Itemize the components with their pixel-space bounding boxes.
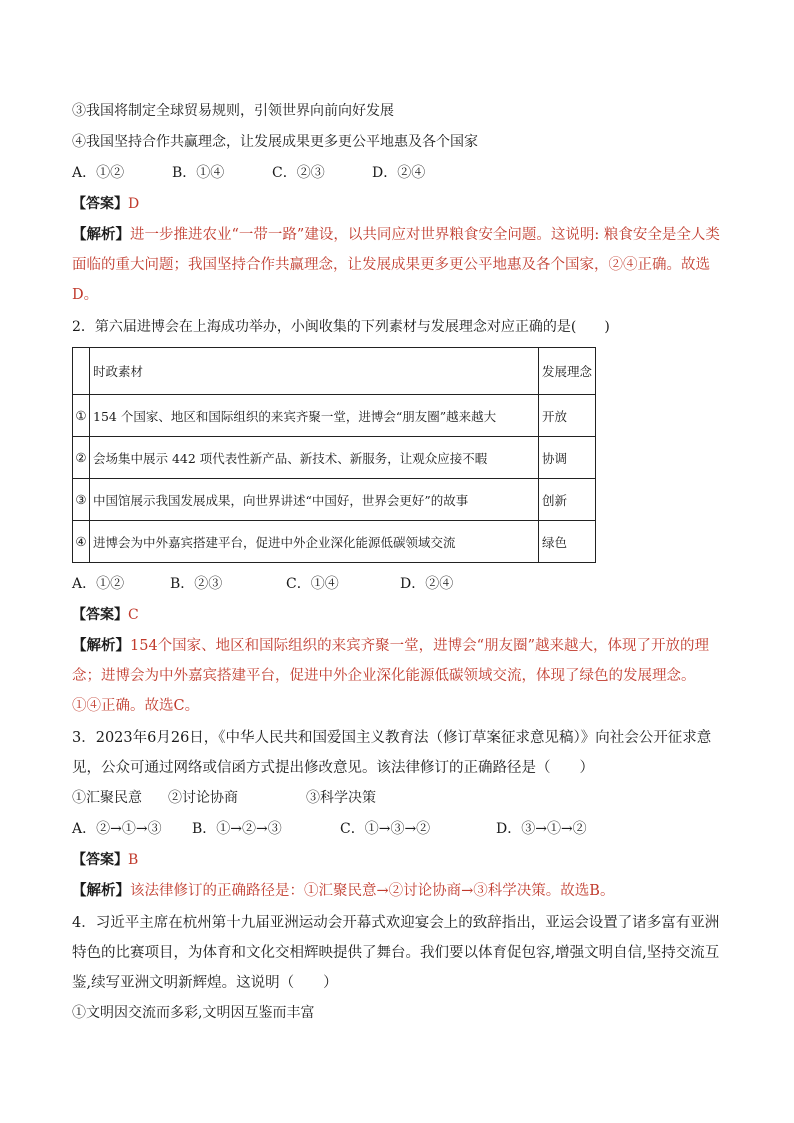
option-d: D．②④ (400, 576, 454, 592)
answer-value: B (128, 852, 139, 868)
question-4-stem: 4．习近平主席在杭州第十九届亚洲运动会开幕式欢迎宴会上的致辞指出，亚运会设置了诸多富有亚洲特色的比赛项目，为体育和文化交相辉映提供了舞台。我们要以体育促包容,增强文明自信,坚持交流互鉴,续写亚洲文明新辉煌。这说明（ ） (72, 915, 720, 991)
table-cell-material: 会场集中展示 442 项代表性新产品、新技术、新服务，让观众应接不暇 (90, 437, 539, 479)
option-c: C．①→③→② (340, 821, 431, 837)
analysis-label: 【解析】 (72, 226, 130, 243)
analysis-label: 【解析】 (72, 637, 130, 654)
answer-label: 【答案】 (72, 196, 128, 212)
table-cell-material: 154 个国家、地区和国际组织的来宾齐聚一堂，进博会“朋友圈”越来越大 (90, 395, 539, 437)
table-cell-concept: 绿色 (539, 521, 596, 563)
option-c: C．②③ (272, 165, 325, 181)
statement-list (72, 783, 722, 814)
table-cell-concept: 开放 (539, 395, 596, 437)
answer-label: 【答案】 (72, 607, 128, 623)
answer-options (72, 814, 722, 845)
question-3-stem: 3．2023年6月26日，《中华人民共和国爱国主义教育法（修订草案征求意见稿）》向社会公开征求意见，公众可通过网络或信函方式提出修改意见。该法律修订的正确路径是（ ） (72, 730, 712, 776)
analysis-label: 【解析】 (72, 882, 130, 899)
analysis-text: 进一步推进农业“一带一路”建设，以共同应对世界粮食安全问题。这说明: 粮食安全是全人类面临的重大问题；我国坚持合作共赢理念，让发展成果更多更公平地惠及各个国家，②④正确。故选D。 (72, 227, 720, 303)
statement-item: ②讨论协商 (168, 790, 238, 806)
option-statement-4: ④我国坚持合作共赢理念，让发展成果更多更公平地惠及各个国家 (72, 134, 478, 150)
option-b: B．①④ (172, 165, 225, 181)
table-cell-number: ④ (73, 521, 90, 563)
table-cell-concept: 创新 (539, 479, 596, 521)
option-statement-3: ③我国将制定全球贸易规则，引领世界向前向好发展 (72, 103, 394, 119)
option-d: D．③→①→② (496, 821, 587, 837)
option-b: B．①→②→③ (192, 821, 282, 837)
answer-line (72, 189, 722, 220)
statement-item: ①汇聚民意 (72, 790, 142, 806)
option-d: D．②④ (372, 165, 426, 181)
answer-line (72, 845, 722, 876)
table-row (73, 521, 596, 563)
answer-value: D (128, 196, 140, 212)
table-header-cell: 发展理念 (539, 348, 596, 395)
analysis-text: 该法律修订的正确路径是：①汇聚民意→②讨论协商→③科学决策。故选B。 (130, 883, 615, 899)
answer-line (72, 600, 722, 631)
table-cell-material: 中国馆展示我国发展成果，向世界讲述“中国好，世界会更好”的故事 (90, 479, 539, 521)
question-2-stem: 2．第六届进博会在上海成功举办，小闽收集的下列素材与发展理念对应正确的是( ) (72, 319, 610, 335)
table-header-cell: 时政素材 (90, 348, 539, 395)
document-page (72, 96, 722, 1029)
option-a: A．①② (72, 165, 125, 181)
table-row (73, 395, 596, 437)
table-cell-number: ③ (73, 479, 90, 521)
table-header-row (73, 348, 596, 395)
option-c: C．①④ (286, 576, 339, 592)
table-row (73, 479, 596, 521)
analysis-block (72, 876, 722, 906)
table-cell-number: ② (73, 437, 90, 479)
materials-table (72, 347, 596, 563)
option-b: B．②③ (170, 576, 223, 592)
statement-item: ③科学决策 (306, 790, 376, 806)
table-header-cell (73, 348, 90, 395)
analysis-block (72, 631, 722, 721)
option-a: A．②→①→③ (72, 821, 162, 837)
statement-item: ①文明因交流而多彩,文明因互鉴而丰富 (72, 1005, 315, 1021)
table-cell-number: ① (73, 395, 90, 437)
table-cell-material: 进博会为中外嘉宾搭建平台，促进中外企业深化能源低碳领域交流 (90, 521, 539, 563)
answer-options (72, 158, 722, 189)
analysis-block (72, 220, 722, 310)
answer-options (72, 569, 722, 600)
answer-label: 【答案】 (72, 852, 128, 868)
table-cell-concept: 协调 (539, 437, 596, 479)
analysis-text: 154个国家、地区和国际组织的来宾齐聚一堂，进博会“朋友圈”越来越大，体现了开放的理念；进博会为中外嘉宾搭建平台，促进中外企业深化能源低碳领域交流，体现了绿色的发展理念。①④正确。故选C。 (72, 638, 709, 714)
table-row (73, 437, 596, 479)
answer-value: C (128, 607, 139, 623)
option-a: A．①② (72, 576, 125, 592)
